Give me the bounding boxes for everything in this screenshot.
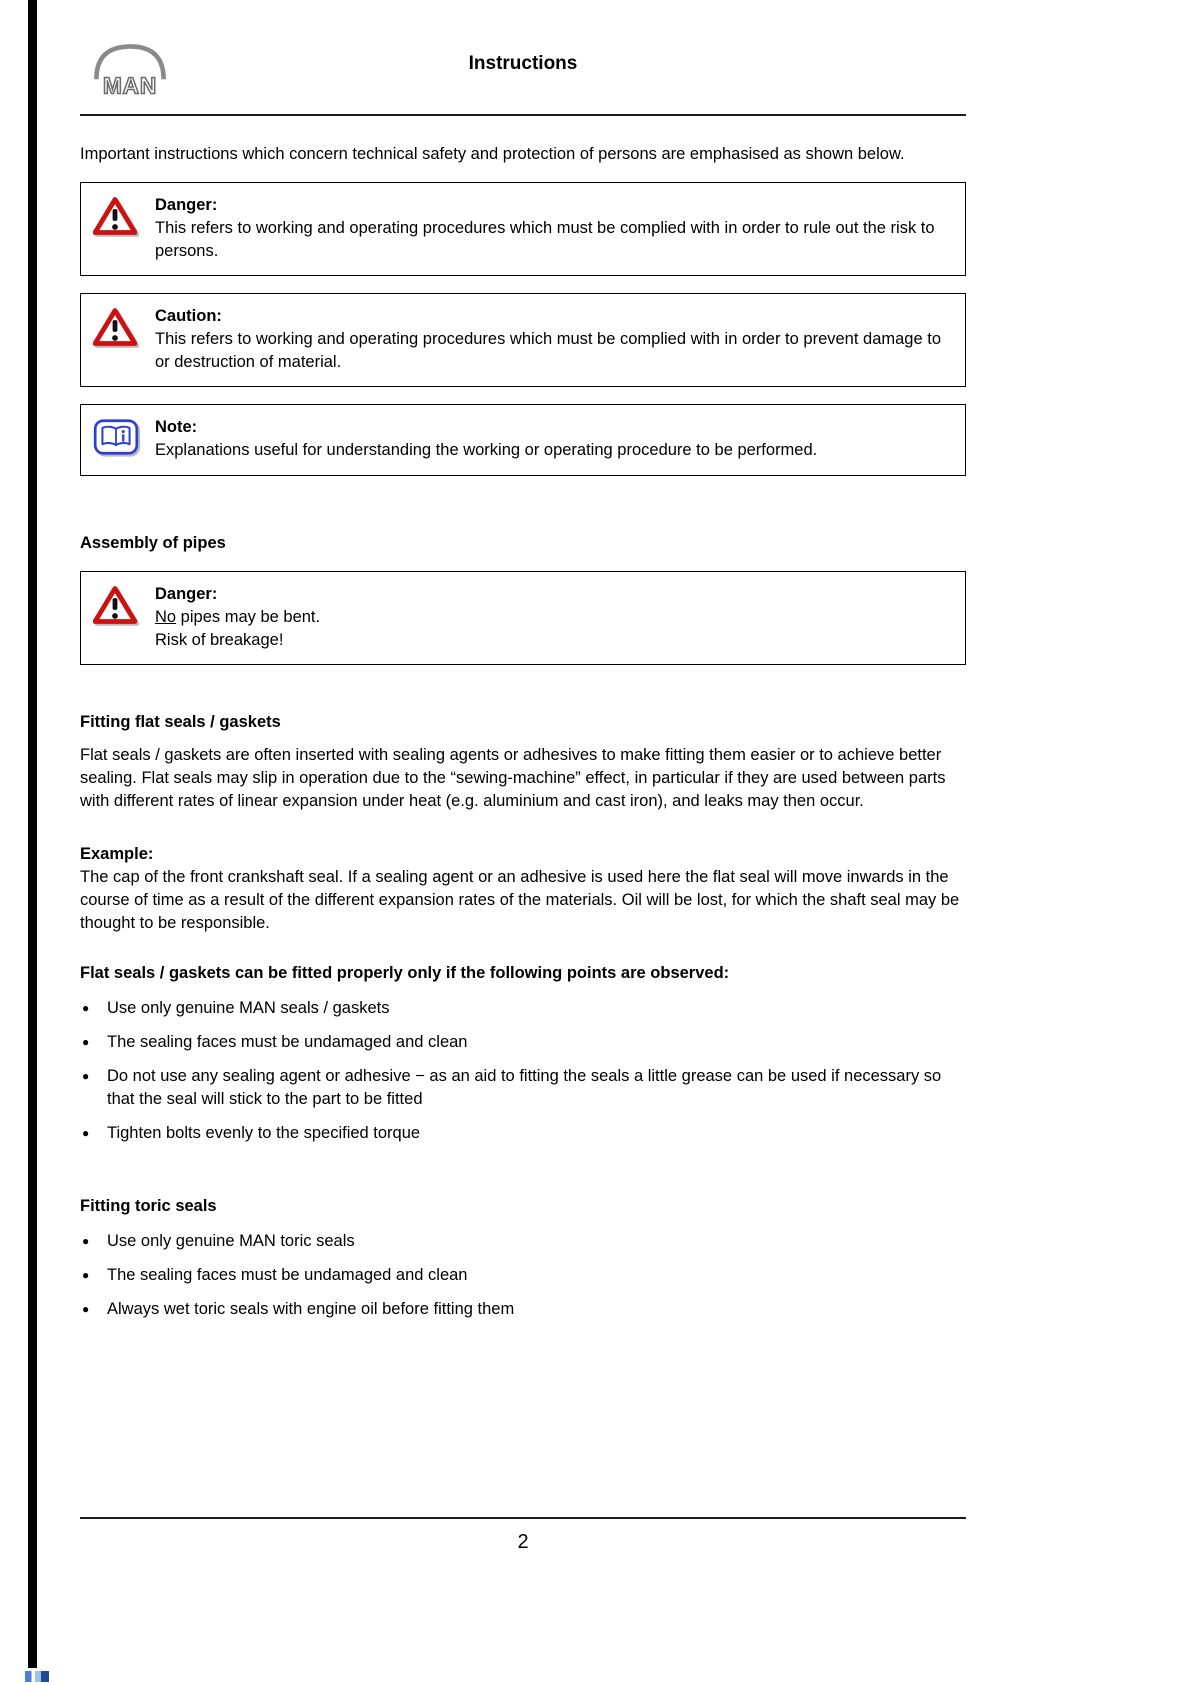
note-box-body — [155, 416, 951, 462]
assembly-danger-title: Danger: — [155, 585, 218, 603]
assembly-danger-line2: Risk of breakage! — [155, 631, 284, 649]
assembly-danger-body — [155, 583, 951, 652]
list-item — [80, 1065, 966, 1111]
note-book-icon — [93, 418, 139, 463]
scan-edge-bar — [28, 0, 37, 1668]
danger-box — [80, 182, 966, 276]
page-title: Instructions — [468, 53, 578, 74]
list-item — [80, 997, 966, 1020]
line1-rest: pipes may be bent. — [176, 608, 321, 626]
flat-seals-paragraph: Flat seals / gaskets are often inserted with sealing agents or adhesives to make fitting them easier or to achieve better sealing. Flat seals may slip in operation due to the “sewing-machine” effect, in particular if they are used between parts with different rates of linear expansion under heat (e.g. aluminium and cast iron), and leaks may then occur. — [80, 746, 946, 810]
toric-seals-bullet-list — [80, 1230, 966, 1321]
points-heading: Flat seals / gaskets can be fitted properly only if the following points are observed: — [80, 964, 730, 982]
example-paragraph: The cap of the front crankshaft seal. If a sealing agent or an adhesive is used here the flat seal will move inwards in the course of time as a result of the different expansion rates of the materials. Oil will be lost, for which the shaft seal may be thought to be responsible. — [80, 868, 960, 932]
page-number: 2 — [517, 1531, 529, 1553]
list-item — [80, 1298, 966, 1321]
bullet-text: Do not use any sealing agent or adhesive − as an aid to fitting the seals a little grease can be used if necessary so that the seal will stick to the part to be fitted — [107, 1067, 942, 1108]
page-content — [80, 0, 966, 1332]
flat-seals-heading: Fitting flat seals / gaskets — [80, 713, 281, 731]
flat-seals-bullet-list — [80, 997, 966, 1145]
bullet-text: Use only genuine MAN toric seals — [107, 1232, 355, 1250]
danger-text: This refers to working and operating procedures which must be complied with in order to rule out the risk to persons. — [155, 219, 935, 260]
assembly-danger-line1 — [155, 606, 951, 629]
bullet-text: Tighten bolts evenly to the specified torque — [107, 1124, 421, 1142]
page-footer — [80, 1517, 966, 1554]
note-text: Explanations useful for understanding the working or operating procedure to be performed. — [155, 441, 818, 459]
page-header — [80, 0, 966, 116]
list-item — [80, 1122, 966, 1145]
list-item — [80, 1031, 966, 1054]
note-title: Note: — [155, 418, 198, 436]
list-item — [80, 1230, 966, 1253]
intro-paragraph: Important instructions which concern technical safety and protection of persons are emphasised as shown below. — [80, 145, 905, 163]
caution-title: Caution: — [155, 307, 222, 325]
bullet-text: Always wet toric seals with engine oil before fitting them — [107, 1300, 515, 1318]
example-heading: Example: — [80, 845, 154, 863]
warning-triangle-icon — [93, 307, 139, 354]
bullet-text: The sealing faces must be undamaged and clean — [107, 1266, 468, 1284]
warning-triangle-icon — [93, 585, 139, 632]
danger-box-body — [155, 194, 951, 263]
danger-title: Danger: — [155, 196, 218, 214]
man-logo-text: MAN — [102, 72, 158, 99]
assembly-danger-box — [80, 571, 966, 665]
caution-box-body — [155, 305, 951, 374]
list-item — [80, 1264, 966, 1287]
toric-seals-heading: Fitting toric seals — [80, 1197, 217, 1215]
warning-triangle-icon — [93, 196, 139, 243]
caution-box — [80, 293, 966, 387]
scan-artifact — [25, 1671, 49, 1682]
assembly-heading: Assembly of pipes — [80, 534, 226, 552]
bullet-text: The sealing faces must be undamaged and clean — [107, 1033, 468, 1051]
caution-text: This refers to working and operating procedures which must be complied with in order to prevent damage to or destruction of material. — [155, 330, 941, 371]
underlined-word: No — [155, 608, 177, 626]
note-box — [80, 404, 966, 476]
bullet-text: Use only genuine MAN seals / gaskets — [107, 999, 390, 1017]
